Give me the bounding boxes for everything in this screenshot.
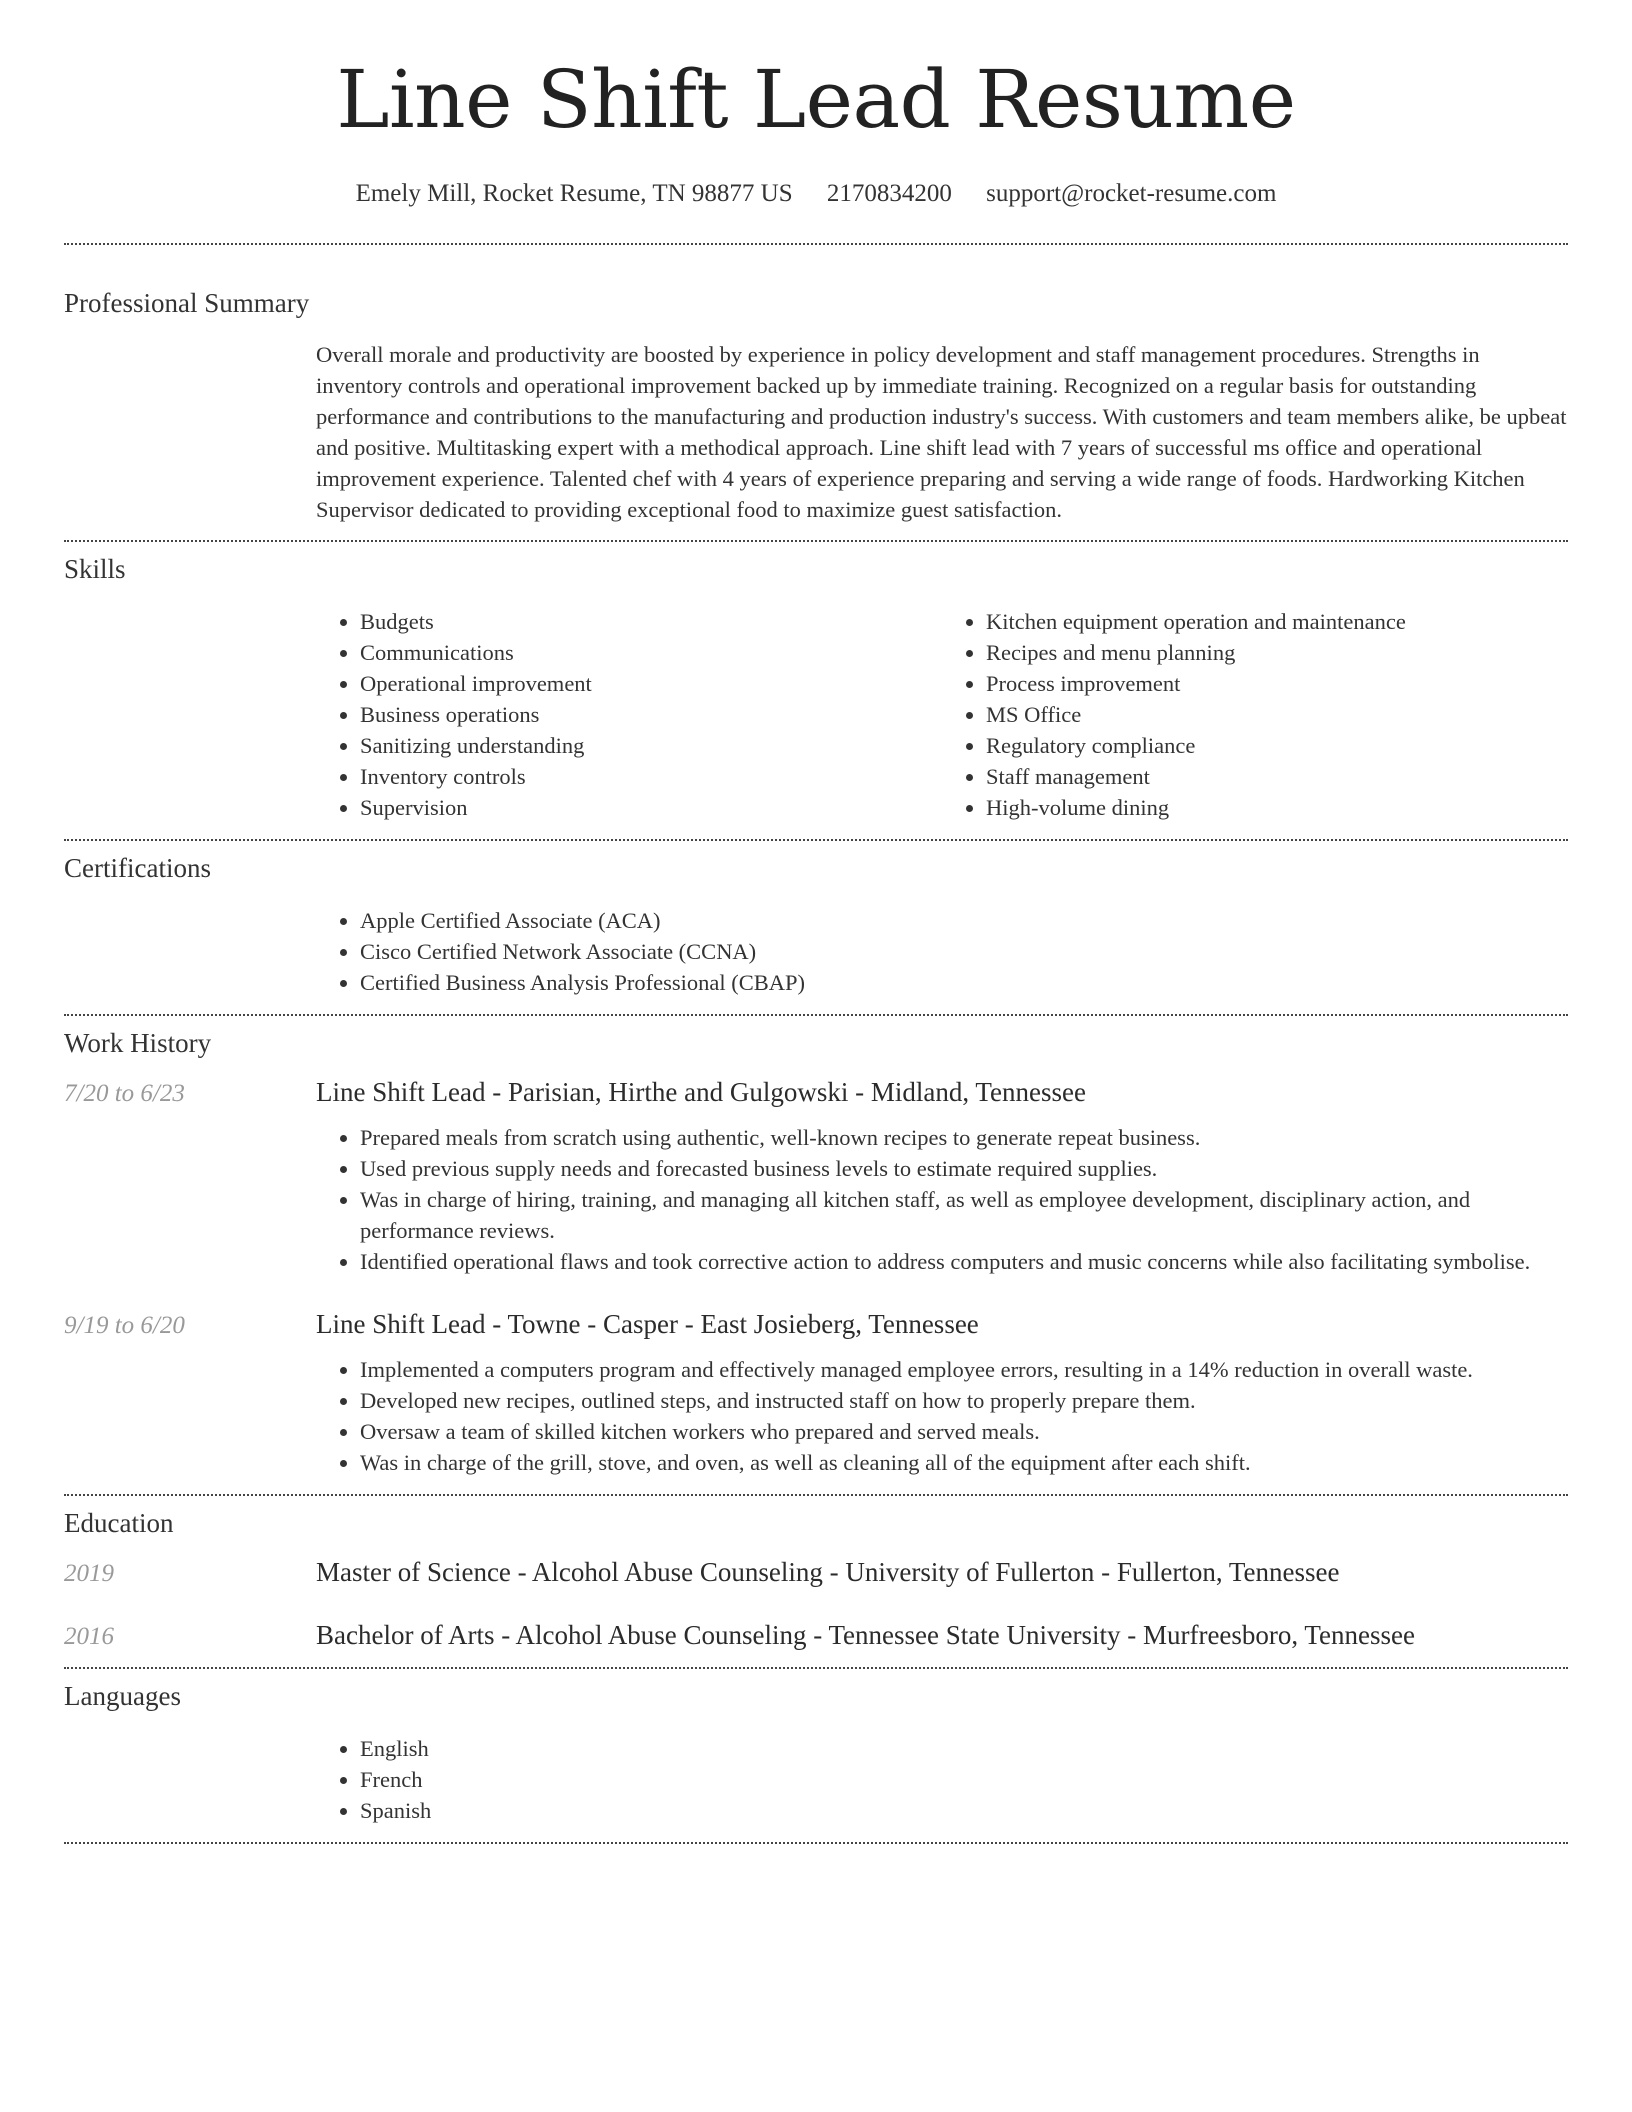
education-entry [64,1620,1568,1651]
section-title-skills: Skills [64,554,126,584]
list-item: • Budgets [360,606,942,637]
divider [64,839,1568,841]
list-item: • Operational improvement [360,668,942,699]
list-item: • Was in charge of the grill, stove, and oven, as well as cleaning all of the equipment after each shift. [360,1447,1568,1478]
skills-list [316,606,1568,823]
divider [64,540,1568,542]
contact-address: Emely Mill, Rocket Resume, TN 98877 US [355,180,793,207]
list-item: • Used previous supply needs and forecasted business levels to estimate required supplies. [360,1153,1568,1184]
list-item: • English [360,1733,1568,1764]
list-item: • Communications [360,637,942,668]
list-item: • Supervision [360,792,942,823]
job-title: Line Shift Lead - Parisian, Hirthe and Gulgowski - Midland, Tennessee [316,1077,1086,1107]
list-item: • High-volume dining [986,792,1568,823]
education-year: 2016 [64,1623,114,1650]
list-item: • French [360,1764,1568,1795]
divider [64,243,1568,245]
languages-list [316,1733,1568,1826]
section-title-summary: Professional Summary [64,288,310,318]
list-item: • Implemented a computers program and effectively managed employee errors, resulting in a 14% reduction in overall waste. [360,1354,1568,1385]
education-degree: Master of Science - Alcohol Abuse Counseling - University of Fullerton - Fullerton, Tennessee [316,1557,1340,1587]
list-item: • Identified operational flaws and took corrective action to address computers and music concerns while also facilitating symbolise. [360,1246,1568,1277]
summary-text: Overall morale and productivity are boosted by experience in policy development and staff management procedures. Strengths in inventory controls and operational improvement backed up by immediate training. Recognized on a regular basis for outstanding performance and contributions to the manufacturing and production industry's success. With customers and team members alike, be upbeat and positive. Multitasking expert with a methodical approach. Line shift lead with 7 years of successful ms office and operational improvement experience. Talented chef with 4 years of experience preparing and serving a wide range of foods. Hardworking Kitchen Supervisor dedicated to providing exceptional food to maximize guest satisfaction. [316,342,1567,522]
divider [64,1014,1568,1016]
job-bullets [316,1122,1568,1277]
list-item: • MS Office [986,699,1568,730]
job-header [64,1309,1568,1340]
list-item: • Kitchen equipment operation and maintenance [986,606,1568,637]
list-item: • Apple Certified Associate (ACA) [360,905,1568,936]
section-title-education: Education [64,1508,174,1538]
list-item: • Process improvement [986,668,1568,699]
job-title: Line Shift Lead - Towne - Casper - East Josieberg, Tennessee [316,1309,979,1339]
section-title-languages: Languages [64,1681,181,1711]
summary-section [64,288,1568,525]
contact-line [64,180,1568,208]
list-item: • Oversaw a team of skilled kitchen workers who prepared and served meals. [360,1416,1568,1447]
list-item: • Was in charge of hiring, training, and managing all kitchen staff, as well as employee development, disciplinary action, and performance reviews. [360,1184,1568,1246]
job-bullets [316,1354,1568,1478]
job-dates: 9/19 to 6/20 [64,1312,185,1339]
education-entry [64,1557,1568,1588]
skills-column-left [316,606,942,823]
certifications-list [316,905,1568,998]
contact-phone: 2170834200 [826,180,952,207]
languages-section [64,1681,1568,1826]
skills-column-right [942,606,1568,823]
page-title: Line Shift Lead Resume [336,53,1296,146]
divider [64,1842,1568,1844]
contact-email: support@rocket-resume.com [986,180,1277,207]
section-title-certifications: Certifications [64,853,211,883]
list-item: • Inventory controls [360,761,942,792]
list-item: • Business operations [360,699,942,730]
skills-section [64,554,1568,823]
list-item: • Staff management [986,761,1568,792]
list-item: • Regulatory compliance [986,730,1568,761]
education-year: 2019 [64,1560,114,1587]
certifications-section [64,853,1568,998]
divider [64,1494,1568,1496]
list-item: • Spanish [360,1795,1568,1826]
list-item: • Cisco Certified Network Associate (CCNA) [360,936,1568,967]
education-section [64,1508,1568,1651]
divider [64,1667,1568,1669]
job-header [64,1077,1568,1108]
section-title-work: Work History [64,1028,212,1058]
list-item: • Certified Business Analysis Professional (CBAP) [360,967,1568,998]
list-item: • Sanitizing understanding [360,730,942,761]
education-degree: Bachelor of Arts - Alcohol Abuse Counseling - Tennessee State University - Murfreesboro, Tennessee [316,1620,1415,1650]
work-section [64,1028,1568,1478]
list-item: • Developed new recipes, outlined steps, and instructed staff on how to properly prepare them. [360,1385,1568,1416]
job-dates: 7/20 to 6/23 [64,1080,185,1107]
list-item: • Recipes and menu planning [986,637,1568,668]
list-item: • Prepared meals from scratch using authentic, well-known recipes to generate repeat business. [360,1122,1568,1153]
